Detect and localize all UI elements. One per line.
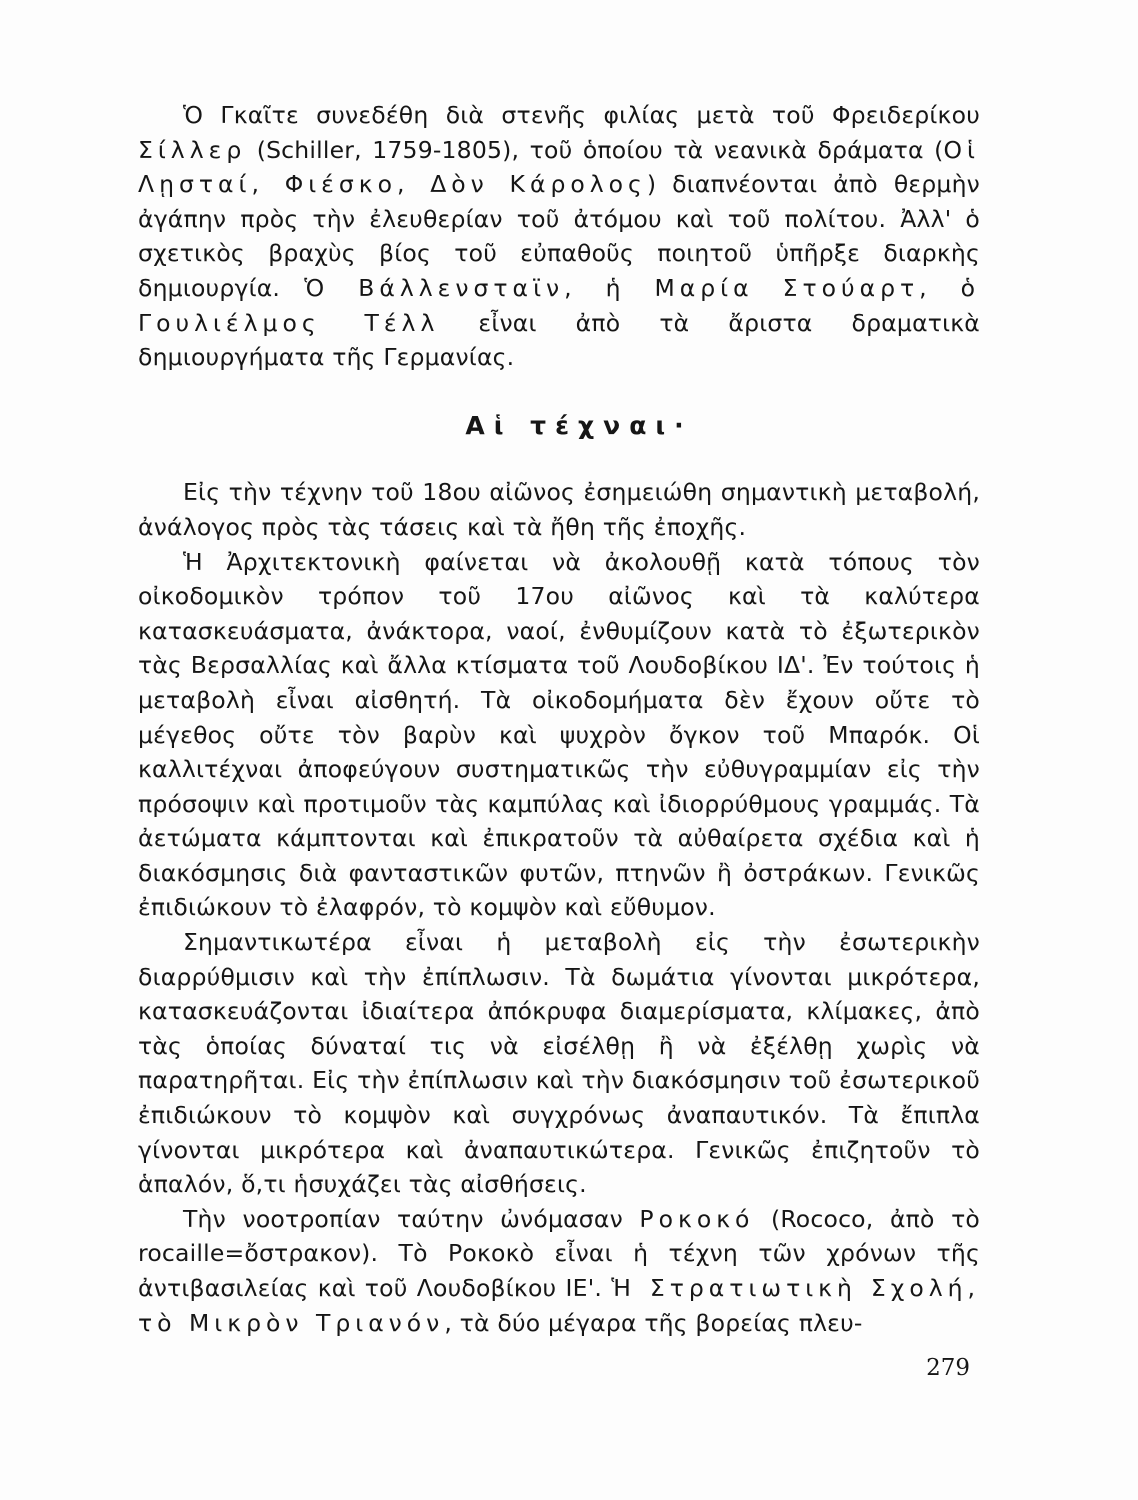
page-number: 279	[926, 1355, 970, 1381]
text-run: (Rococo, ἀπὸ τὸ rocaille=ὄστρακον). Τὸ Ροκοκὸ εἶναι ἡ τέχνη τῶν χρόνων τῆς ἀντιβασιλείας καὶ τοῦ Λουδοβίκου ΙΕ'.	[138, 1204, 980, 1302]
text-run: Τὴν νοοτροπίαν ταύτην ὠνόμασαν	[183, 1204, 640, 1233]
paragraph-interior: Σημαντικωτέρα εἶναι ἡ μεταβολὴ εἰς τὴν ἐσωτερικὴν διαρρύθμισιν καὶ τὴν ἐπίπλωσιν. Τὰ δωμάτια γίνονται μικρότερα, κατασκευάζονται ἰδιαίτερα ἀπόκρυφα διαμερίσματα, κλίμακες, ἀπὸ τὰς ὁποίας δύναταί τις νὰ εἰσέλθῃ ἢ νὰ ἐξέλθῃ χωρὶς νὰ παρατηρῆται. Εἰς τὴν ἐπίπλωσιν καὶ τὴν διακόσμησιν τοῦ ἐσωτερικοῦ ἐπιδιώκουν τὸ κομψὸν καὶ συγχρόνως ἀναπαυτικόν. Τὰ ἔπιπλα γίνονται μικρότερα καὶ ἀναπαυτικώτερα. Γενικῶς ἐπιζητοῦν τὸ ἁπαλόν, ὅ,τι ἡσυχάζει τὰς αἰσθήσεις.	[138, 928, 980, 1199]
spaced-places: Ἡ Στρατιωτικὴ Σχολή, τὸ Μικρὸν Τριανόν	[138, 1274, 980, 1337]
text-run: , τὰ δύο μέγαρα τῆς βορείας πλευ-	[444, 1308, 863, 1337]
paragraph-art-change: Εἰς τὴν τέχνην τοῦ 18ου αἰῶνος ἐσημειώθη σημαντικὴ μεταβολή, ἀνάλογος πρὸς τὰς τάσεις καὶ τὰ ἤθη τῆς ἐποχῆς.	[138, 478, 980, 541]
paragraph-rococo	[138, 1202, 980, 1340]
page-body	[138, 98, 980, 1340]
text-run: εἶναι ἀπὸ τὰ ἄριστα δραματικὰ δημιουργήματα τῆς Γερμανίας.	[138, 308, 981, 372]
paragraph-schiller	[138, 98, 980, 375]
spaced-titles: Ὁ Βάλλενσταϊν, ἡ Μαρία Στούαρτ, ὁ Γουλιέλμος Τέλλ	[138, 273, 980, 337]
spaced-term: Ροκοκό	[639, 1204, 755, 1233]
text-run: (Schiller, 1759-1805), τοῦ ὁποίου τὰ νεανικὰ δράματα (	[246, 135, 944, 164]
spaced-titles: Οἱ Λῃσταί, Φιέσκο, Δὸν Κάρολος	[138, 135, 980, 199]
paragraph-architecture: Ἡ Ἀρχιτεκτονικὴ φαίνεται νὰ ἀκολουθῇ κατὰ τόπους τὸν οἰκοδομικὸν τρόπον τοῦ 17ου αἰῶνος καὶ τὰ καλύτερα κατασκευάσματα, ἀνάκτορα, ναοί, ἐνθυμίζουν κατὰ τὸ ἐξωτερικὸν τὰς Βερσαλλίας καὶ ἄλλα κτίσματα τοῦ Λουδοβίκου ΙΔ'. Ἐν τούτοις ἡ μεταβολὴ εἶναι αἰσθητή. Τὰ οἰκοδομήματα δὲν ἔχουν οὔτε τὸ μέγεθος οὔτε τὸν βαρὺν καὶ ψυχρὸν ὄγκον τοῦ Μπαρόκ. Οἱ καλλιτέχναι ἀποφεύγουν συστηματικῶς τὴν εὐθυγραμμίαν εἰς τὴν πρόσοψιν καὶ προτιμοῦν τὰς καμπύλας καὶ ἰδιορρύθμους γραμμάς. Τὰ ἀετώματα κάμπτονται καὶ ἐπικρατοῦν τὰ αὐθαίρετα σχέδια καὶ ἡ διακόσμησις διὰ φανταστικῶν φυτῶν, πτηνῶν ἢ ὀστράκων. Γενικῶς ἐπιδιώκουν τὸ ἐλαφρόν, τὸ κομψὸν καὶ εὔθυμον.	[138, 547, 980, 922]
text-run: ) διαπνέονται ἀπὸ θερμὴν ἀγάπην πρὸς τὴν ἐλευθερίαν τοῦ ἀτόμου καὶ τοῦ πολίτου. Ἀλλ' ὁ σχετικὸς βραχὺς βίος τοῦ εὐπαθοῦς ποιητοῦ ὑπῆρξε διαρκὴς δημιουργία.	[138, 170, 980, 302]
text-run: Ὁ Γκαῖτε συνεδέθη διὰ στενῆς φιλίας μετὰ τοῦ Φρειδερίκου	[183, 101, 980, 129]
section-heading: Αἱ τέχναι·	[465, 410, 693, 440]
spaced-name: Σίλλερ	[138, 135, 247, 164]
